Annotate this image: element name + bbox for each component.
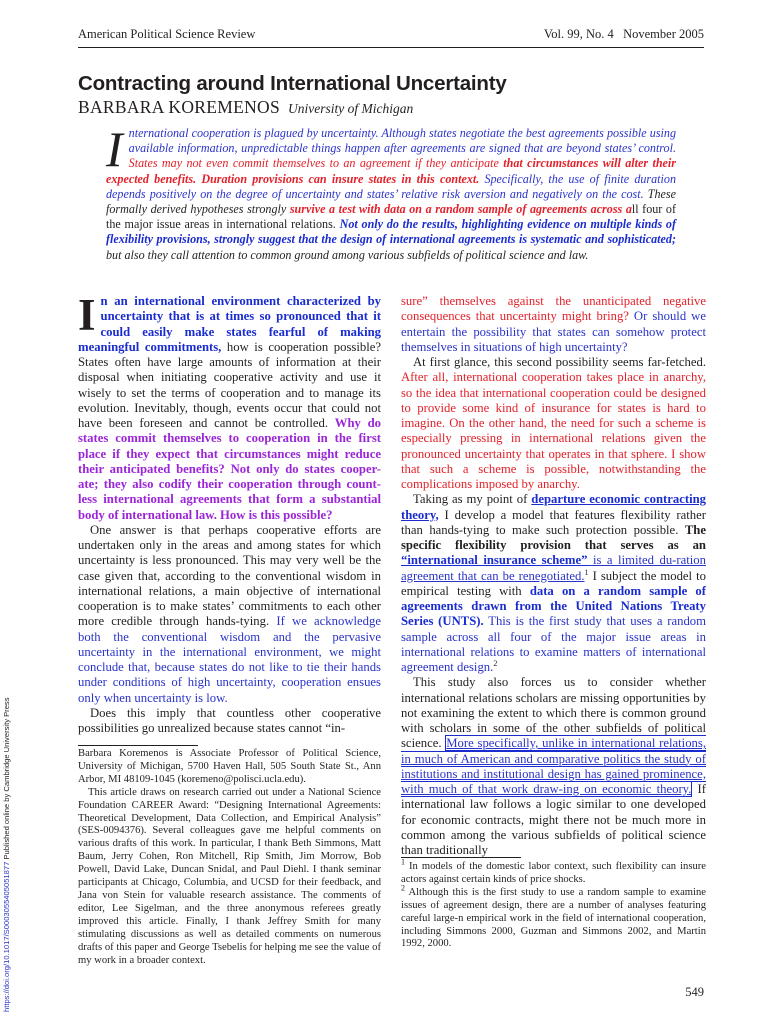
body-text: is a limited du-ration agreement that can be renegotiated. [401,553,706,583]
highlighted-text: n an international environment characterized by uncertainty that is at times so pronounced that it could easily make states fearful of making meaningful commitments, [78,294,381,354]
footnote-rule [78,745,198,746]
footnote-number: 1 [401,857,405,867]
author-affiliation: University of Michigan [288,101,414,116]
footnote-number: 2 [401,883,405,893]
body-text: If international law follows a logic similar to one developed for economic contracts, might there not be much more in common among the various subfields of political science than traditionally [401,782,706,857]
abstract-text: Specifically, the use of finite duration depends positively on the degree of uncertainty and states’ relative risk aversion and negatively on the cost. [106,171,676,201]
body-text: At first glance, this second possibility seems far-fetched. [413,355,706,369]
paragraph: Does this imply that countless other cooperative possibilities go unrealized because states cannot “in- [78,705,381,735]
abstract [106,121,676,263]
linked-term[interactable]: “international insurance scheme” [401,553,588,568]
article-title: Contracting around International Uncertainty [78,72,507,95]
author-footnote [78,748,381,967]
abstract-text: States may not even commit themselves to an agreement if they anticipate [128,156,504,171]
abstract-text: These formally derived hypotheses strongly [106,186,676,217]
footnotes [401,857,706,951]
author-name: BARBARA KOREMENOS [78,97,281,117]
emphasis-text: The specific flexibility provision that serves as an [401,522,706,552]
abstract-highlight: survive a test with data on a random sample of agreements across a [289,202,632,217]
body-text: This study also forces us to consider whether international relations scholars are missing opportunities by not examining the extent to which there is common ground with scholars in some of the other subfields of political science. [401,675,706,751]
linked-term[interactable]: departure economic contracting theory, [401,492,706,522]
body-text: I develop a model that features flexibility rather than hands-tying to make such protection possible. [401,507,706,537]
journal-name: American Political Science Review [78,27,256,41]
highlighted-text: Why do states commit themselves to cooperation in the first place if they expect that circumstances might reduce their anticipated benefits? Not only do states cooper-ate; they also codify their cooperation through count-less international agreements that form a substantial body of international law. How is this possible? [78,416,381,522]
paragraph [78,523,381,706]
footnote-ref[interactable]: 2 [493,658,498,668]
right-column [401,294,706,858]
paragraph [401,675,706,858]
doi-link[interactable]: https://doi.org/10.1017/S0003055405051877 [2,861,11,1012]
page-number: 549 [685,985,704,999]
abstract-dropcap: I [106,121,123,177]
footnote-rule [401,857,521,858]
footnote-ref[interactable]: 1 [584,567,589,577]
body-text: If we acknowledge both the conventional wisdom and the pervasive uncertainty in the international environment, we might conclude that, because states do not like to tie their hands under conditions of high uncertainty, cooperation ensues only when uncertainty is low. [78,614,381,705]
body-text: I subject the model to empirical testing with [401,568,707,598]
abstract-text: but also they call attention to common ground among various subfields of political science and law. [106,247,589,262]
body-dropcap: I [78,290,96,340]
highlighted-text: data on a random sample of agreements drawn from the United Nations Treaty Series (UNTS). [401,583,707,629]
abstract-text: ll four of the major issue areas in international relations. [106,202,676,232]
paragraph [78,290,381,523]
paragraph [401,355,706,492]
footnote-1 [401,857,706,887]
issue-info: Vol. 99, No. 4 November 2005 [543,27,704,41]
footnote-2 [401,883,706,952]
body-text: Or should we entertain the possibility that states can somehow protect themselves in situations of high uncertainty? [401,309,706,354]
body-text: After all, international cooperation takes place in anarchy, so the idea that international cooperation could be designed to provide some kind of insurance for states is hard to imagine. On the other hand, the need for such a scheme is especially pressing in international relations given the pronounced uncertainty that operates in that sphere. I show that such a scheme is possible, notwithstanding the complications imposed by anarchy. [401,370,706,491]
header-rule [78,47,704,48]
byline [78,97,413,118]
abstract-highlight: Not only do the results, highlighting evidence on multiple kinds of flexibility provisions, strongly suggest that the design of international agreements is systematic and sophisticated; [106,217,676,247]
publisher-note: Published online by Cambridge University Press [2,697,11,862]
abstract-text: nternational cooperation is plagued by uncertainty. Although states negotiate the best agreements possible using available information, unpredictable things happen after agreements are signed that are beyond states’ control. [128,126,676,156]
author-bio: Barbara Koremenos is Associate Professor of Political Science, University of Michigan, 5700 Haven Hall, 505 South State St., Ann Arbor, MI 48109-1045 (koremeno@polisci.ucla.edu). [78,748,381,785]
paragraph [401,294,706,355]
body-text: Taking as my point of [413,492,532,507]
footnote-text: In models of the domestic labor context, such flexibility can insure actors against certain kinds of price shocks. [401,861,706,885]
footnote-text: Although this is the first study to use a random sample to examine issues of agreement design, there are a number of analyses featuring careful large-n empirical work in the field of international cooperation, including Simmons 2000, Guzman and Simmons 2002, and Martin 1992, 2000. [401,886,706,950]
boxed-text: More specifically, unlike in international relations, in much of American and comparative politics the study of institutions and institutional design has gained prominence, with much of that work draw-ing on economic theory. [401,736,706,796]
body-text: how is cooperation possible? States often have large amounts of information at their disposal when initiating cooperative activity and use it wisely to set the terms of cooperation and to manage its evolution. Inevitably, though, events occur that could not have been foreseen and cannot be controlled. [78,339,381,430]
body-text: One answer is that perhaps cooperative efforts are undertaken only in the areas and among states for which uncertainty is less pronounced. This may very well be the case given that, according to the conventional wisdom in international relations, a main objective of international cooperation is to make states’ commitments to each other more credible through hands-tying. [78,522,381,629]
body-text: sure” themselves against the unanticipated negative consequences that uncertainty might bring? [401,294,706,324]
abstract-text: that circumstances will alter their expected benefits. Duration provisions can insure states in this context. [106,156,676,186]
body-text: This is the first study that uses a random sample across all four of the major issue areas in international relations to examine matters of international agreement design. [401,614,707,674]
acknowledgments: This article draws on research carried out under a National Science Foundation CAREER Award: “Designing International Agreements: Theoretical Development, Data Collection, and Empirical Analysis” (SES-0094376). Several colleagues gave me helpful comments on various drafts of this work. In particular, I thank Beth Simmons, Matt Baum, Jerry Cohen, Ron Mitchell, Rip Smith, Jim Morrow, Bob Powell, David Lake, Duncan Snidal, and Paul Diehl. I thank seminar participants at Chicago, Columbia, and UCSD for their feedback, and Jana von Stein for valuable research assistance. The comments of editor, Lee Sigelman, and the three anonymous referees greatly improved this article. Finally, I thank Jeffrey Smith for many stimulating discussions as well as detailed comments on numerous drafts of this paper and George Tsebelis for helping me see the value of my work in a broader context. [78,786,381,966]
sidebar-citation [2,697,11,1012]
left-column [78,290,381,736]
paragraph [401,492,706,675]
